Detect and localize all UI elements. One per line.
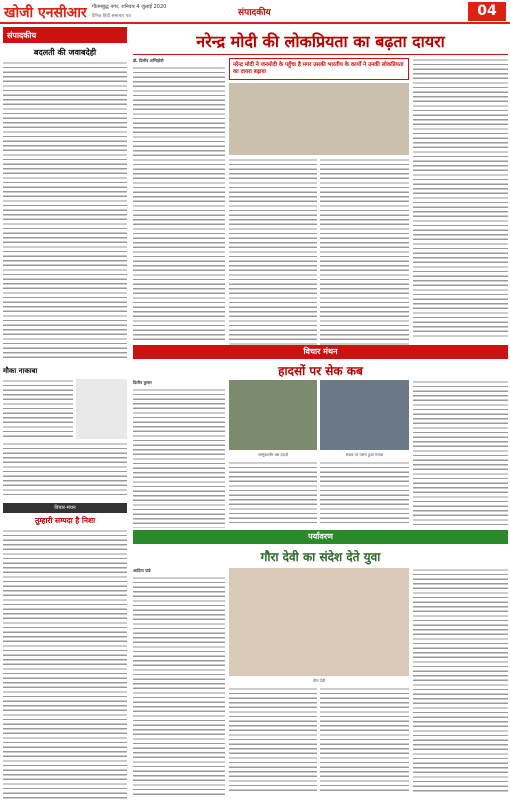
paryavaran-byline: आदित्य पांडे (133, 568, 151, 573)
brand-logo: खोजी एनसीआर (4, 5, 87, 21)
article-column-1 (133, 58, 225, 341)
vichar-photos (229, 380, 409, 523)
main-headline: नरेन्द्र मोदी की लोकप्रियता का बढ़ता दायरा (196, 32, 445, 51)
vichar-byline: दिलीप कुमार (133, 380, 152, 385)
vichar-caption-left: जम्मूकश्मीर बस हादसे (257, 452, 289, 457)
paryavaran-headline: गौरा देवी का संदेश देते युवा (260, 550, 381, 564)
editorial-banner (3, 27, 127, 43)
article-body-2 (229, 158, 317, 353)
vichar-body-4 (413, 380, 508, 525)
editorial-body-1 (3, 61, 127, 361)
section-title: संपादकीय (238, 8, 271, 18)
paryavaran-body-1 (133, 576, 225, 798)
paryavaran-body-4 (413, 568, 508, 793)
main-pullquote: नरेन्द्र मोदी ने जनमोदी के पहुँचा है मगर उसकी भारतीय के कार्यों ने उनकी लोकप्रियता का दायरा बढ़ाया (229, 58, 409, 80)
editorial-photo (76, 379, 127, 439)
editorial-body-2b (3, 442, 127, 497)
vichar-caption-right: सड़क पर पसरा हुआ मलबा (345, 452, 384, 457)
left-column (3, 27, 127, 797)
editorial-headline-2: मौका नाकाबा (3, 366, 38, 375)
paryavaran-body-2 (229, 687, 317, 792)
paryavaran-caption: गौरा देवी (313, 678, 325, 683)
edition-label: दैनिक हिंदी समाचार पत्र (92, 14, 131, 19)
article-column-2 (229, 58, 409, 353)
vichar-column-1 (133, 380, 225, 528)
editorial-banner-label: संपादकीय (7, 30, 37, 40)
main-byline: डॉ. दिलीप अग्निहोत्री (133, 58, 164, 63)
paryavaran-center (229, 568, 409, 792)
vichar-body-1 (133, 388, 225, 528)
vichar-manthan-bar: विचार मंथन (133, 345, 508, 359)
page-number: 04 (468, 2, 506, 21)
main-photo (229, 83, 409, 155)
editorial-body-3 (3, 529, 127, 800)
vichar-headline: हादसों पर सेक कब (278, 364, 363, 378)
headline-rule (133, 54, 508, 55)
article-body-3 (320, 158, 409, 353)
vichar-photo-right (320, 380, 409, 450)
article-body-1 (133, 66, 225, 341)
article-body-4 (413, 58, 508, 338)
dateline: गौतमबुद्ध नगर, शनिवार 4 जुलाई 2020 (92, 4, 167, 10)
paryavaran-body-3 (320, 687, 409, 792)
editorial-headline-1: बदलती की जवाबदेही (33, 47, 97, 57)
vichar-body-3 (320, 461, 409, 523)
masthead (0, 0, 510, 24)
editorial-headline-3: तुम्हारी सम्पदा है निशा (34, 516, 96, 525)
paryavaran-column-1 (133, 568, 225, 798)
paryavaran-photo (229, 568, 409, 676)
editorial-body-2a (3, 379, 73, 439)
vichar-photo-left (229, 380, 317, 450)
vichar-subbar: विचार-मंथन (3, 503, 127, 513)
paryavaran-bar: पर्यावरण (133, 530, 508, 544)
vichar-body-2 (229, 461, 317, 523)
